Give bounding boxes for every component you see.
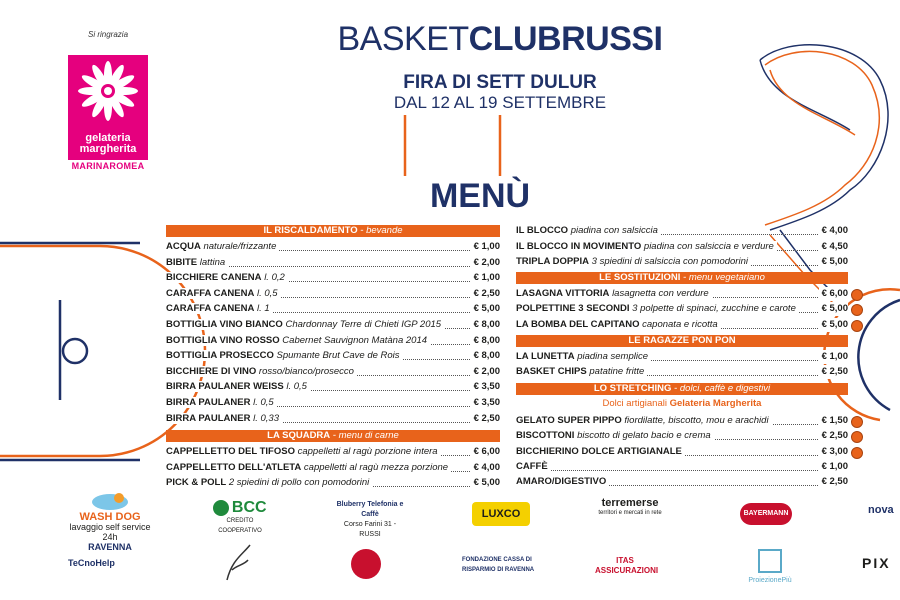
terremerse-name: terremerse (601, 497, 659, 509)
itas-logo: ITAS ASSICURAZIONI (595, 556, 659, 575)
menu-item (166, 287, 500, 301)
menu-item-price: € 2,50 (819, 475, 848, 489)
terremerse-sub: territori e mercati in rete (598, 510, 662, 516)
menu-item-name: BOTTIGLIA VINO BIANCO (166, 319, 283, 330)
club-title-bold: CLUBRUSSI (468, 20, 663, 58)
basketball-icon (851, 320, 863, 332)
menu-item (166, 302, 500, 316)
section-subtitle-sep: - (357, 225, 367, 236)
menu-item-desc: cappelletti al ragù porzione intera (297, 446, 438, 458)
section-title: IL RISCALDAMENTO (263, 225, 358, 236)
section-title: LA SQUADRA (267, 430, 331, 442)
menu-item-text (516, 256, 751, 267)
menu-item-name: BIBITE (166, 256, 198, 268)
menu-item-name: BIRRA PAULANER WEISS (166, 381, 284, 393)
menu-item-price: € 1,00 (471, 240, 500, 254)
menu-item-price: € 6,00 (819, 287, 848, 301)
menu-item (166, 318, 500, 332)
menu-item (516, 365, 848, 379)
menu-item-desc: l. 0,33 (253, 412, 279, 424)
menu-item-name: BISCOTTONI (516, 430, 575, 442)
thanks-text: Si ringrazia (88, 30, 129, 39)
menu-item-desc: l. 1 (256, 303, 270, 315)
menu-item-desc: Spumante Brut Cave de Rois (276, 350, 400, 362)
menu-item-price: € 2,00 (471, 256, 500, 270)
bluberry-logo (335, 500, 405, 540)
sweets-note (516, 398, 848, 409)
section-subtitle-sep: - (330, 430, 339, 442)
menu-item-desc: caponata e ricotta (642, 318, 718, 330)
menu-item (166, 445, 500, 459)
luxco-logo: LUXCO (472, 502, 530, 526)
menu-item-name: BICCHIERINO DOLCE ARTIGIANALE (516, 445, 682, 457)
proiezione-icon (757, 548, 783, 574)
menu-item-name: BIRRA PAULANER (166, 412, 251, 424)
menu-item-text (166, 272, 288, 283)
menu-item-price: € 8,00 (471, 318, 500, 332)
bluberry-sub: Corso Farini 31 - RUSSI (343, 521, 397, 538)
section-subtitle: menu di carne (338, 430, 399, 442)
menu-item-text (516, 430, 714, 441)
proiezione-name: ProiezionePiù (748, 577, 792, 584)
menu-item-price: € 6,00 (471, 445, 500, 459)
menu-item-name: TRIPLA DOPPIA (516, 256, 590, 268)
menu-item-text (166, 413, 282, 424)
menu-item-text (166, 397, 277, 408)
menu-item (516, 475, 848, 489)
section-subtitle: menu vegetariano (688, 271, 765, 283)
menu-item-price: € 5,00 (819, 255, 848, 269)
menu-item-text (166, 446, 441, 457)
menu-item-name: CAPPELLETTO DELL'ATLETA (166, 461, 302, 473)
club-title-light: BASKET (337, 20, 469, 58)
dog-icon (85, 490, 135, 510)
menu-item-text (166, 462, 451, 473)
menu-item-text (516, 225, 661, 236)
section-header (516, 335, 848, 347)
menu-item-text (166, 303, 273, 314)
menu-item-name: BOTTIGLIA VINO ROSSO (166, 334, 280, 346)
washdog-name: WASH DOG (79, 511, 141, 523)
menu-item-desc: lattina (199, 256, 226, 268)
menu-item-price: € 2,00 (471, 365, 500, 379)
menu-item-desc: piadina con salsiccia e verdure (643, 240, 774, 252)
menu-item-name: LA BOMBA DEL CAPITANO (516, 318, 640, 330)
menu-item-desc: l. 0,5 (256, 287, 278, 299)
menu-item (166, 365, 500, 379)
fair-title: FIRA DI SETT DULUR (403, 72, 597, 93)
menu-item-price: € 5,00 (471, 302, 500, 316)
section-subtitle: dolci, caffè e digestivi (679, 382, 771, 394)
menu-item-desc: patatine fritte (589, 366, 645, 378)
menu-item (516, 302, 848, 316)
menu-item-name: BOTTIGLIA PROSECCO (166, 350, 274, 362)
menu-item-price: € 4,00 (819, 224, 848, 238)
menu-item (166, 334, 500, 348)
menu-item-name: CARAFFA CANENA (166, 287, 255, 299)
menu-item-text (166, 319, 444, 330)
menu-item-desc: biscotto di gelato bacio e crema (577, 430, 711, 442)
menu-item-text (516, 241, 777, 252)
section-header (516, 383, 848, 395)
section-header (166, 225, 500, 237)
menu-item (516, 350, 848, 364)
bcc-sub: CREDITO COOPERATIVO (218, 518, 262, 534)
menu-item (516, 460, 848, 474)
menu-item (166, 476, 500, 490)
menu-item-name: LASAGNA VITTORIA (516, 287, 610, 299)
menu-item-name: CAPPELLETTO DEL TIFOSO (166, 446, 295, 458)
section-subtitle: bevande (366, 225, 403, 236)
menu-item-price: € 4,00 (471, 461, 500, 475)
menu-item-price: € 3,50 (471, 396, 500, 410)
menu-item-text (516, 366, 647, 377)
menu-item-desc: l. 0,5 (253, 397, 274, 408)
menu-item (166, 256, 500, 270)
menu-item-price: € 4,50 (819, 240, 848, 254)
menu-item (516, 429, 848, 443)
menu-item-price: € 1,00 (471, 271, 500, 285)
menu-item-price: € 1,00 (819, 460, 848, 474)
menu-item-desc: Chardonnay Terre di Chieti IGP 2015 (285, 319, 442, 330)
menu-item-name: BICCHIERE DI VINO (166, 365, 257, 377)
menu-item (166, 240, 500, 254)
bakery-logo-icon (350, 548, 382, 580)
basketball-icon (851, 447, 863, 459)
menu-item-price: € 1,50 (819, 414, 848, 428)
bcc-circle-icon (213, 500, 229, 516)
sponsor-location: MARINAROMEA (71, 161, 145, 171)
fondazione-logo: FONDAZIONE CASSA DI RISPARMIO DI RAVENNA (462, 557, 535, 573)
section-title: LE RAGAZZE PON PON (628, 335, 736, 346)
section-title: LE SOSTITUZIONI (599, 271, 681, 283)
menu-item-name: GELATO SUPER PIPPO (516, 414, 622, 426)
section-header (166, 430, 500, 442)
menu-item-price: € 3,50 (471, 380, 500, 394)
menu-item-name: BASKET CHIPS (516, 366, 587, 378)
washdog-logo (65, 490, 155, 552)
nova-logo: nova (868, 504, 894, 516)
menu-item-text (516, 446, 685, 457)
sweets-note-text: Dolci artigianali (602, 397, 667, 409)
menu-item-text (516, 461, 551, 472)
section-header (516, 272, 848, 284)
menu-item-desc: naturale/frizzante (203, 241, 277, 252)
menu-item-desc: rosso/bianco/prosecco (258, 365, 354, 377)
menu-item-text (166, 257, 228, 268)
sponsor-name-line2: margherita (79, 143, 137, 155)
menu-item-text (516, 351, 651, 362)
menu-item (166, 380, 500, 394)
menu-item-desc: piadina semplice (577, 351, 648, 362)
menu-item-name: CARAFFA CANENA (166, 303, 255, 315)
menu-item-desc: l. 0,5 (286, 381, 307, 393)
menu-item (516, 318, 848, 332)
menu-item-text (516, 476, 609, 487)
menu-item-text (166, 477, 372, 488)
menu-item (166, 349, 500, 363)
washdog-city: RAVENNA (88, 542, 132, 552)
menu-item-text (166, 288, 281, 299)
section-subtitle-sep: - (671, 382, 680, 394)
menu-item-text (516, 288, 712, 299)
menu-item-name: BICCHIERE CANENA (166, 272, 262, 284)
menu-item-desc: lasagnetta con verdure (612, 287, 709, 299)
bcc-name: BCC (231, 499, 267, 516)
proiezione-logo (740, 548, 800, 586)
menu-item-price: € 5,00 (819, 318, 848, 332)
basketball-icon (851, 416, 863, 428)
menu-item (166, 271, 500, 285)
menu-item-price: € 3,00 (819, 445, 848, 459)
bayermann-logo: BAYERMANN (740, 503, 792, 525)
menu-item-name: CAFFÈ (516, 461, 548, 472)
menu-item-price: € 8,00 (471, 349, 500, 363)
menu-item-price: € 2,50 (819, 429, 848, 443)
menu-item-text (166, 350, 403, 361)
menu-item-text (166, 241, 279, 252)
menu-item-text (166, 381, 310, 392)
dot-leader (516, 470, 848, 471)
menu-item-name: IL BLOCCO (516, 225, 569, 236)
section-title: LO STRETCHING (593, 382, 672, 394)
sponsor-name-line1: gelateria (85, 132, 131, 144)
menu-item-price: € 5,00 (819, 302, 848, 316)
menu-item-desc: l. 0,2 (264, 272, 285, 284)
menu-item (516, 255, 848, 269)
washdog-sub: lavaggio self service 24h (69, 522, 151, 542)
menu-item (516, 414, 848, 428)
basketball-icon (851, 289, 863, 301)
menu-item-text (166, 335, 430, 346)
menu-item-text (166, 366, 357, 377)
tecnohelp-logo: TeCnoHelp (68, 558, 115, 568)
menu-item-text (516, 303, 799, 314)
menu-item-price: € 1,00 (819, 350, 848, 364)
menu-item-name: IL BLOCCO IN MOVIMENTO (516, 240, 642, 252)
menu-item-price: € 2,50 (471, 287, 500, 301)
terremerse-logo (595, 498, 665, 518)
bird-icon (222, 540, 252, 588)
menu-item-desc: fiordilatte, biscotto, mou e arachidi (624, 414, 769, 426)
menu-item-price: € 5,00 (471, 476, 500, 490)
menu-title: MENÙ (429, 177, 531, 215)
menu-item-name: ACQUA (166, 241, 201, 252)
menu-item-desc: Cabernet Sauvignon Matàna 2014 (282, 334, 428, 346)
menu-item (516, 445, 848, 459)
menu-item-desc: cappelletti al ragù mezza porzione (303, 461, 449, 473)
menu-item (516, 287, 848, 301)
pix-logo: PIX (862, 555, 891, 571)
menu-item-desc: piadina con salsiccia (570, 225, 658, 236)
menu-item-price: € 2,50 (819, 365, 848, 379)
sweets-note-brand: Gelateria Margherita (669, 397, 762, 409)
menu-item (516, 224, 848, 238)
menu-item (516, 240, 848, 254)
menu-item-desc: 2 spiedini di pollo con pomodorini (228, 477, 370, 489)
menu-item-desc: 3 spiedini di salsiccia con pomodorini (591, 256, 748, 268)
menu-item-price: € 8,00 (471, 334, 500, 348)
menu-item (166, 461, 500, 475)
menu-item-name: POLPETTINE 3 SECONDI (516, 303, 630, 315)
section-subtitle-sep: - (680, 271, 689, 283)
menu-item-price: € 2,50 (471, 412, 500, 426)
menu-item (166, 396, 500, 410)
bcc-logo (205, 500, 275, 536)
menu-item-name: AMARO/DIGESTIVO (516, 476, 607, 488)
bluberry-name: Bluberry Telefonia e Caffè (336, 501, 404, 518)
fair-dates: DAL 12 AL 19 SETTEMBRE (393, 93, 607, 112)
menu-item-name: BIRRA PAULANER (166, 397, 251, 408)
menu-item-text (516, 415, 772, 426)
menu-item-name: PICK & POLL (166, 477, 227, 489)
menu-item-text (516, 319, 721, 330)
menu-item-desc: 3 polpette di spinaci, zucchine e carote (632, 303, 796, 315)
menu-item (166, 412, 500, 426)
menu-item-name: LA LUNETTA (516, 351, 575, 362)
